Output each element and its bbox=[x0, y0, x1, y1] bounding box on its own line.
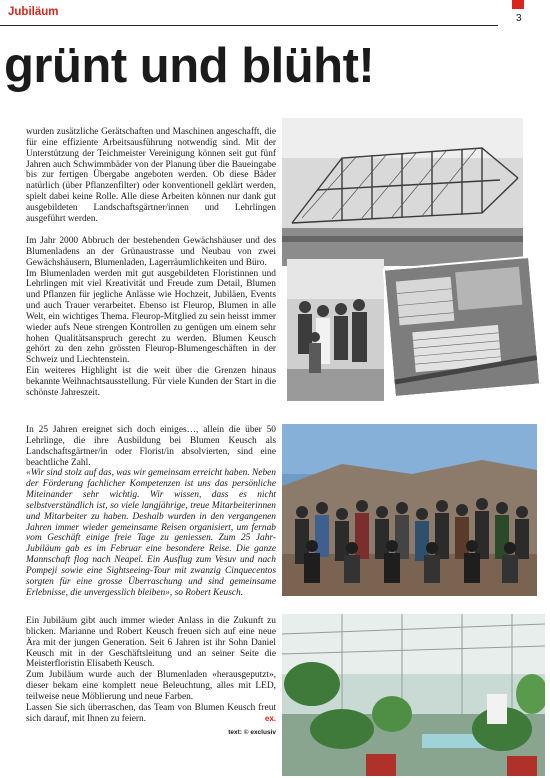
headline: grünt und blüht! bbox=[4, 39, 375, 93]
text-block-3 bbox=[26, 425, 276, 599]
end-mark: ex. bbox=[264, 713, 276, 723]
paragraph: wurden zusätzliche Gerätschaften und Maschinen angeschafft, die für eine effiziente Arbeitsausführung notwendig sind. Mit der Unterstützung der Teichmeister Vereinigung können seit gut fünf Jahren auch Schwimmbäder von der Planung über die Baueingabe bis zur fertigen Übergabe angeboten werden. Ob diese Bäder natürlich (über Pflanzenfilter) oder konventionell geklärt werden, spielt dabei keine Rolle. Alle diese Arbeiten können nur dank gut ausgebildeten Landschaftsgärtner/innen und Lehrlingen ausgeführt werden. bbox=[26, 127, 276, 224]
paragraph: Im Blumenladen werden mit gut ausgebildeten Floristinnen und Lehrlingen mit viel Kreativität und Freude zum Detail, Blumen und Pflanzen für jegliche Anlässe wie Hochzeit, Jubiläen, Events und auch Trauer verarbeitet. Ebenso ist Fleurop, Blumen in alle Welt, ein wichtiges Thema. Fleurop-Mitglied zu sein heisst immer wieder aufs Neue strengen Kontrollen zu genügen um einem sehr hohen Qualitätsanspruch gerecht zu werden. Blumen Keusch gehört zu den zehn grössten Fleurop-Blumengeschäften in der Schweiz und Liechtenstein. bbox=[26, 268, 276, 366]
family-portrait-photo bbox=[287, 259, 384, 401]
plants-icon bbox=[282, 614, 545, 776]
team-trip-photo bbox=[282, 424, 537, 596]
text-block-4 bbox=[26, 616, 276, 739]
paragraph: In 25 Jahren ereignet sich doch einiges…, allein die über 50 Lehrlinge, die ihre Ausbildung bei Blumen Keusch als Landschaftsgärtner/in oder Florist/in absolvierten, sind eine beachtliche Zahl. bbox=[26, 425, 276, 468]
group-icon bbox=[282, 424, 537, 596]
red-corner-mark bbox=[512, 0, 524, 9]
paragraph: Zum Jubiläum wurde auch der Blumenladen «herausgeputzt», dieser bekam eine komplett neue Beleuchtung, alles mit LED, teilweise neue Möblierung und neue Farben. bbox=[26, 670, 276, 702]
text-block-1 bbox=[26, 127, 276, 225]
paragraph: Im Jahr 2000 Abbruch der bestehenden Gewächshäuser und des Blumenladens an der Grünaustrasse und Neubau von zwei Gewächshäusern, Blumenladen, Lagerräumlichkeiten und Büro. bbox=[26, 236, 276, 268]
shop-interior-photo bbox=[282, 614, 545, 776]
header-rule bbox=[0, 25, 498, 26]
aerial-greenhouse-photo bbox=[383, 256, 542, 398]
quote-paragraph: «Wir sind stolz auf das, was wir gemeinsam erreicht haben. Neben der Förderung fachlicher Kompetenzen ist uns das persönliche Miteinander sehr wichtig. Wir wissen, dass es nicht selbstverständlich ist, so viele langjährige, treue Mitarbeiterinnen und Mitarbeiter zu haben. Deshalb wurden in den vergangenen Jahren immer wieder gemeinsame Reisen organisiert, um fernab vom Geschäft einige freie Tage zu geniessen. Zum 25 Jahr-Jubiläum gab es im Februar eine besondere Reise. Die ganze Mannschaft flog nach Neapel. Ein Ausflug zum Vesuv und nach Pompeji sowie eine Sightseeing-Tour mit zwanzig Cinquecentos sorgten für eine grosse Überraschung und sind gemeinsame Erlebnisse, die unvergesslich bleiben», so Robert Keusch. bbox=[26, 468, 276, 598]
section-label: Jubiläum bbox=[8, 6, 59, 18]
paragraph: Ein weiteres Highlight ist die weit über die Grenzen hinaus bekannte Weihnachtsausstellung. Für viele Kunden der Start in die schönste Jahreszeit. bbox=[26, 366, 276, 398]
paragraph: Lassen Sie sich überraschen, das Team von Blumen Keusch freut sich darauf, mit Ihnen zu feiern. ex. bbox=[26, 702, 276, 724]
aerial-icon bbox=[385, 258, 539, 396]
greenhouse-icon bbox=[282, 118, 523, 266]
paragraph: Ein Jubiläum gibt auch immer wieder Anlass in die Zukunft zu blicken. Marianne und Robert Keusch freuen sich auf eine neue Ära mit der jungen Generation. Seit 6 Jahren ist ihr Sohn Daniel Keusch mit in der Geschäftsleitung und an seiner Seite die Meisterfloristin Elisabeth Keusch. bbox=[26, 616, 276, 670]
greenhouse-construction-photo bbox=[282, 118, 523, 266]
page-number: 3 bbox=[516, 13, 522, 24]
credit: text: © exclusiv bbox=[228, 729, 276, 737]
text-block-2 bbox=[26, 236, 276, 399]
people-icon bbox=[287, 259, 384, 401]
